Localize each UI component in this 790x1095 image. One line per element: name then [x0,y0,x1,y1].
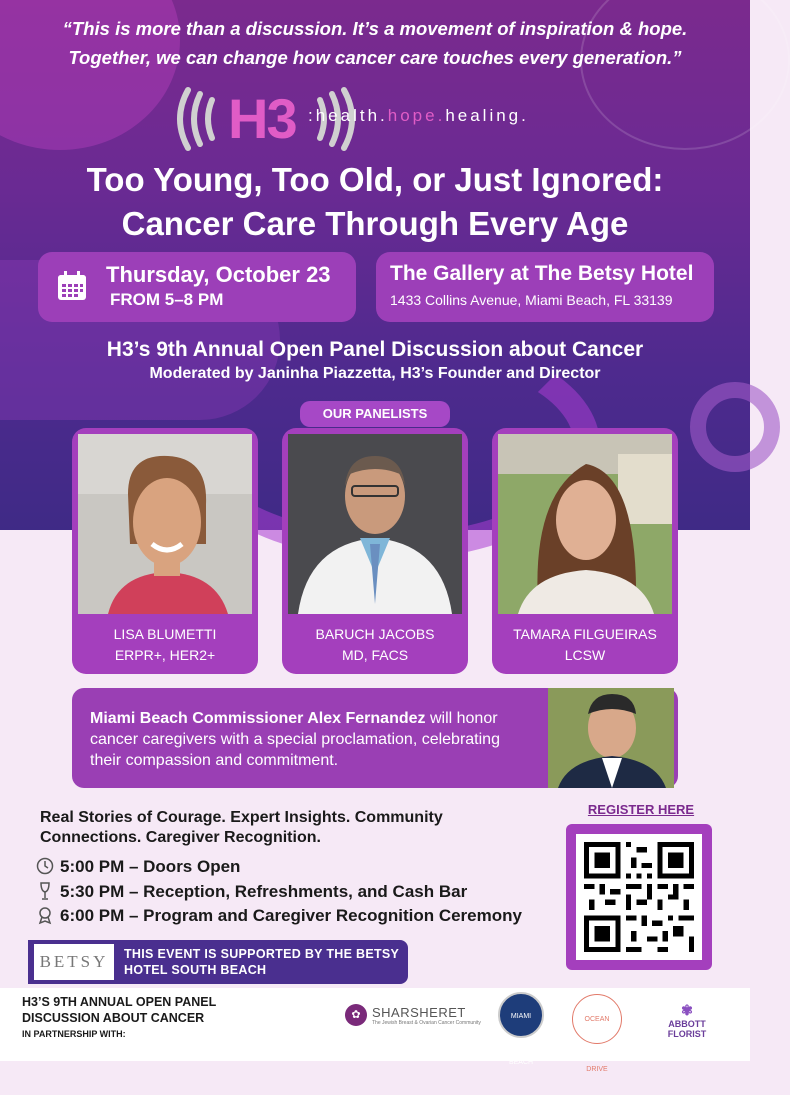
quote-line-2: Together, we can change how cancer care touches every generation.” [68,47,682,68]
schedule-text: 5:00 PM – Doors Open [60,857,241,876]
calendar-icon [56,270,88,302]
footer-text [22,994,292,1042]
qr-code-icon [584,842,694,952]
title-line-2: Cancer Care Through Every Age [121,205,629,242]
footer [0,988,750,1073]
panelist-credentials: MD, FACS [341,647,409,663]
decor-ring [690,382,780,472]
h3-logo [168,86,608,152]
abbott-florist-logo [648,1002,726,1039]
moderator-line: Moderated by Janinha Piazzetta, H3’s Founder and Director [149,365,601,382]
betsy-logo: BETSY [34,944,114,980]
venue-address: 1433 Collins Avenue, Miami Beach, FL 33139 [390,292,673,308]
ocean-drive-logo: OCEAN DRIVE [572,994,622,1044]
panelists-label: OUR PANELISTS [300,401,450,427]
schedule-text: 5:30 PM – Reception, Refreshments, and Cash Bar [60,882,468,901]
footer-line-1: H3’S 9TH ANNUAL OPEN PANEL [22,995,217,1009]
panelist-name: BARUCH JACOBS [315,626,435,642]
commissioner-name: Miami Beach Commissioner Alex Fernandez [90,710,426,727]
date-box [38,252,356,322]
venue-name: The Gallery at The Betsy Hotel [390,262,694,285]
footer-line-2: DISCUSSION ABOUT CANCER [22,1011,205,1025]
miami-beach-seal: MIAMI BEACH [498,992,544,1038]
event-title [20,158,730,246]
sharsheret-mark-icon: ✿ [345,1004,367,1026]
sharsheret-name: SHARSHERET [372,1004,466,1020]
flower-icon: ✾ [681,1002,693,1018]
logo-tag-health: :health. [308,106,388,125]
panelist-name: LISA BLUMETTI [113,626,217,642]
clock-icon [36,857,54,875]
panelist-credentials: ERPR+, HER2+ [114,647,216,663]
schedule-item [36,882,467,902]
commissioner-message: will honor cancer caregivers with a special proclamation, celebrating their compassion and commitment. [90,710,500,769]
footer-line-3: IN PARTNERSHIP WITH: [22,1029,126,1039]
schedule-item [36,906,522,926]
wine-glass-icon [36,882,54,900]
panel-headline: H3’s 9th Annual Open Panel Discussion about Cancer [106,338,644,361]
quote [20,14,730,72]
sponsor-text: THIS EVENT IS SUPPORTED BY THE BETSY HOTEL SOUTH BEACH [124,947,399,977]
qr-code-frame[interactable] [566,824,712,970]
register-link[interactable]: REGISTER HERE [587,802,695,817]
panelist-credentials: LCSW [564,647,606,663]
panelist-card [492,428,678,674]
logo-tag-hope: hope. [387,106,446,125]
event-time: FROM 5–8 PM [110,290,224,309]
qr-code[interactable] [576,834,702,960]
commissioner-text [90,708,530,771]
sponsor-banner [28,940,408,984]
logo-tag-healing: healing. [445,106,529,125]
panelist-photo [288,434,462,614]
panelist-card [282,428,468,674]
panelist-photo [78,434,252,614]
panelist-photo [498,434,672,614]
panelist-name: TAMARA FILGUEIRAS [513,626,657,642]
quote-line-1: “This is more than a discussion. It’s a movement of inspiration & hope. [62,18,688,39]
event-date: Thursday, October 23 [106,262,331,287]
schedule-text: 6:00 PM – Program and Caregiver Recognition Ceremony [60,906,522,925]
tagline: Real Stories of Courage. Expert Insights. Community Connections. Caregiver Recognition. [40,809,443,846]
award-icon [36,906,54,924]
title-line-1: Too Young, Too Old, or Just Ignored: [86,161,664,198]
abbott-name: ABBOTT FLORIST [667,1019,707,1039]
logo-mark: H3 [228,87,296,150]
venue-box [376,252,714,322]
sharsheret-logo [345,1004,481,1026]
commissioner-photo [548,688,674,788]
sharsheret-subtitle: The Jewish Breast & Ovarian Cancer Community [372,1019,481,1026]
panelist-card [72,428,258,674]
commissioner-box [72,688,678,788]
logo-tagline [308,106,529,126]
schedule-item [36,857,240,877]
